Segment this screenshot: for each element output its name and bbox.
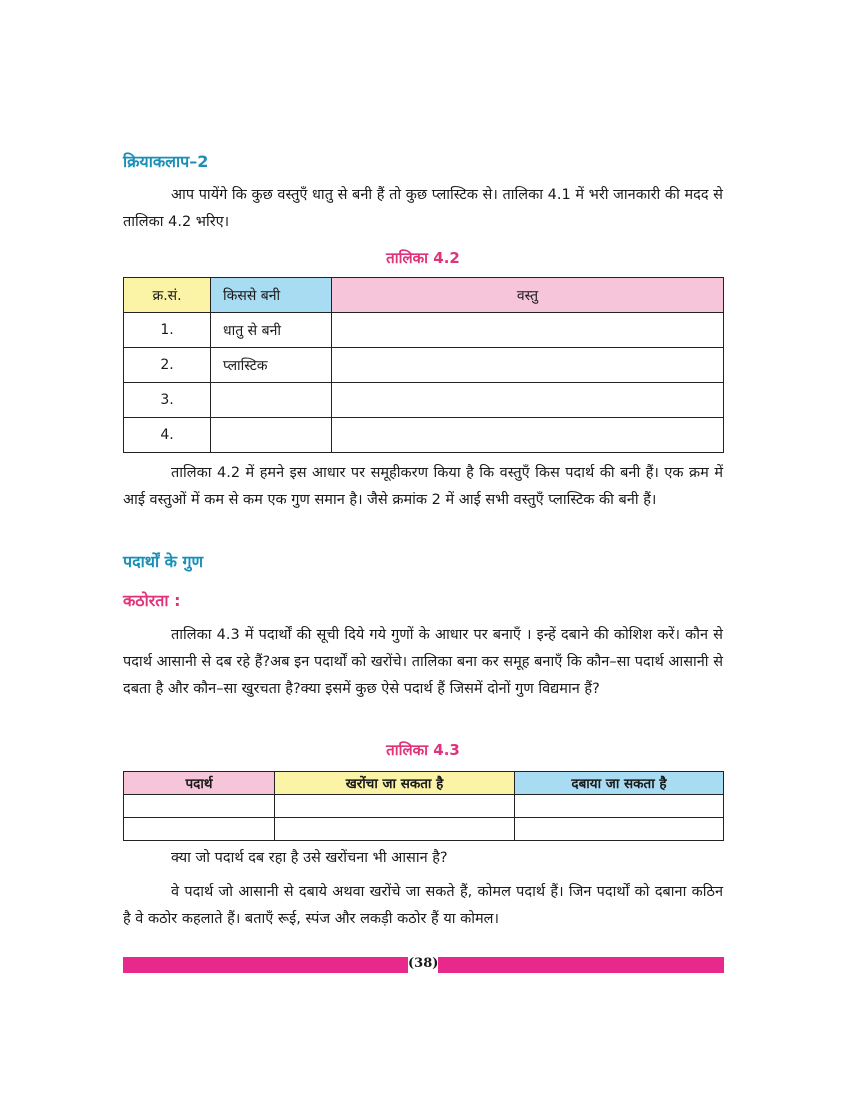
page-number: (38) [408, 956, 439, 971]
paragraph-soft-hard-text: वे पदार्थ जो आसानी से दबाये अथवा खरोंचे जा सकते हैं, कोमल पदार्थ हैं। जिन पदार्थों को दबाना कठिन है वे कठोर कहलाते हैं। बताएँ रूई, स्पंज और लकड़ी कठोर हैं या कोमल। [123, 884, 723, 927]
cell-serial: 1. [124, 313, 211, 348]
header-material: पदार्थ [124, 772, 275, 795]
paragraph-intro-text: आप पायेंगे कि कुछ वस्तुएँ धातु से बनी हैं तो कुछ प्लास्टिक से। तालिका 4.1 में भरी जानकारी की मदद से तालिका 4.2 भरिए। [123, 187, 723, 230]
cell-scratchable[interactable] [275, 818, 515, 841]
paragraph-hardness [123, 622, 723, 703]
cell-object[interactable] [332, 418, 724, 453]
header-made-of: किससे बनी [211, 278, 332, 313]
section-heading: पदार्थों के गुण [123, 552, 204, 571]
table-row [124, 383, 724, 418]
table-row [124, 348, 724, 383]
footer-bar-right [438, 957, 724, 973]
cell-object[interactable] [332, 383, 724, 418]
activity-heading: क्रियाकलाप–2 [123, 152, 209, 171]
cell-scratchable[interactable] [275, 795, 515, 818]
table-row [124, 795, 724, 818]
paragraph-question: क्या जो पदार्थ दब रहा है उसे खरोंचना भी आसान है? [171, 850, 448, 866]
cell-serial: 2. [124, 348, 211, 383]
paragraph-grouping-text: तालिका 4.2 में हमने इस आधार पर समूहीकरण किया है कि वस्तुएँ किस पदार्थ की बनी हैं। एक क्रम में आई वस्तुओं में कम से कम एक गुण समान है। जैसे क्रमांक 2 में आई सभी वस्तुएँ प्लास्टिक की बनी हैं। [123, 465, 723, 508]
cell-compressible[interactable] [515, 818, 724, 841]
table-header-row [124, 772, 724, 795]
paragraph-intro [123, 182, 723, 236]
cell-object[interactable] [332, 313, 724, 348]
paragraph-grouping [123, 460, 723, 514]
footer-bar-left [123, 957, 408, 973]
paragraph-soft-hard [123, 879, 723, 933]
table-row [124, 313, 724, 348]
table-4-3 [123, 771, 724, 841]
header-object: वस्तु [332, 278, 724, 313]
table-header-row [124, 278, 724, 313]
cell-object[interactable] [332, 348, 724, 383]
table-row [124, 818, 724, 841]
table-4-3-caption: तालिका 4.3 [386, 741, 460, 759]
paragraph-hardness-text: तालिका 4.3 में पदार्थों की सूची दिये गये गुणों के आधार पर बनाएँ । इन्हें दबाने की कोशिश करें। कौन से पदार्थ आसानी से दब रहे हैं?अब इन पदार्थों को खरोंचे। तालिका बना कर समूह बनाएँ कि कौन–सा पदार्थ आसानी से दबता है और कौन–सा खुरचता है?क्या इसमें कुछ ऐसे पदार्थ हैं जिसमें दोनों गुण विद्यमान हैं? [123, 627, 723, 697]
header-compressible: दबाया जा सकता है [515, 772, 724, 795]
cell-material[interactable] [124, 818, 275, 841]
table-4-2 [123, 277, 724, 453]
subsection-heading: कठोरता : [123, 591, 181, 610]
cell-made-of[interactable] [211, 383, 332, 418]
cell-made-of: प्लास्टिक [211, 348, 332, 383]
header-scratchable: खरोंचा जा सकता है [275, 772, 515, 795]
cell-serial: 3. [124, 383, 211, 418]
table-4-2-caption: तालिका 4.2 [386, 249, 460, 267]
cell-made-of: धातु से बनी [211, 313, 332, 348]
header-serial: क्र.सं. [124, 278, 211, 313]
cell-material[interactable] [124, 795, 275, 818]
cell-made-of[interactable] [211, 418, 332, 453]
table-row [124, 418, 724, 453]
cell-compressible[interactable] [515, 795, 724, 818]
cell-serial: 4. [124, 418, 211, 453]
